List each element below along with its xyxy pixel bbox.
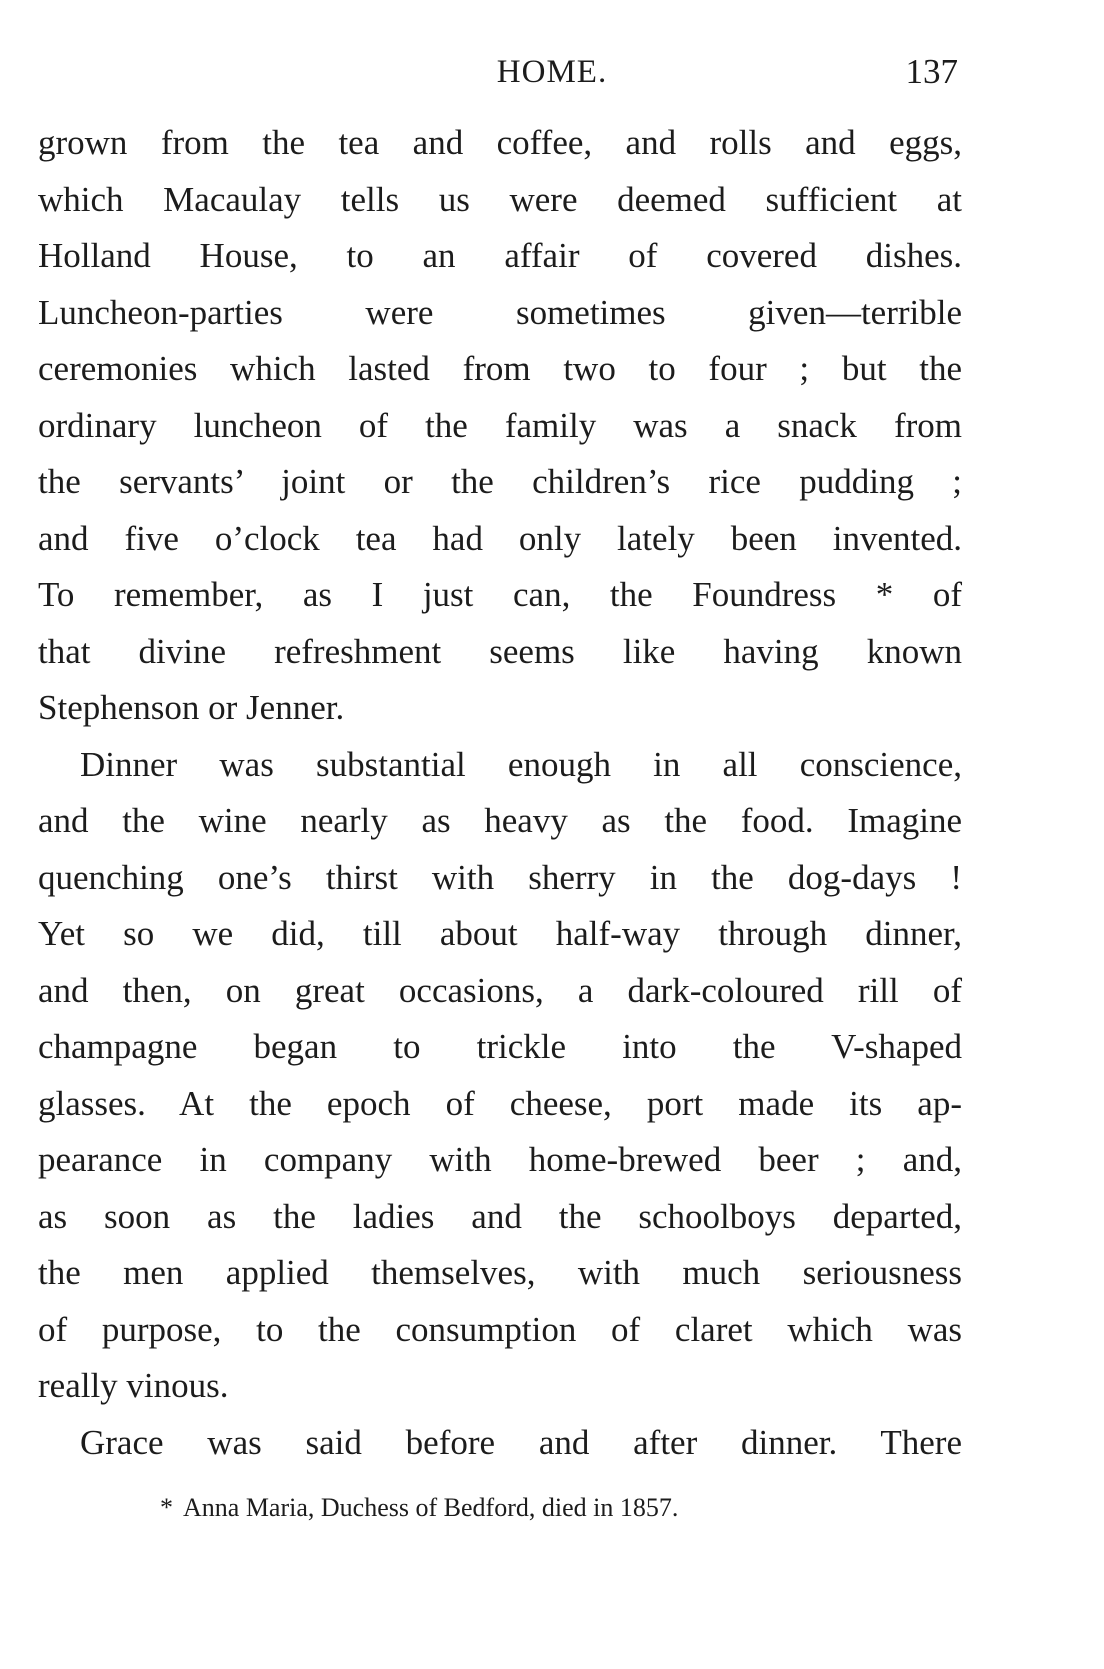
text-line: and then, on great occasions, a dark-coloured rill of: [38, 970, 962, 1010]
text-line: To remember, as I just can, the Foundress * of: [38, 575, 962, 614]
text-line: pearance in company with home-brewed beer ; and,: [38, 1140, 962, 1179]
text-line: that divine refreshment seems like having known: [38, 631, 962, 671]
running-head: [0, 52, 1104, 102]
footnote: [0, 1488, 1104, 1528]
footnote-text: Anna Maria, Duchess of Bedford, died in 1857.: [183, 1493, 679, 1522]
text-line: Yet so we did, till about half-way through dinner,: [38, 914, 962, 953]
text-line: the servants’ joint or the children’s rice pudding ;: [38, 462, 962, 501]
text-line: Holland House, to an affair of covered dishes.: [38, 236, 962, 275]
text-line: of purpose, to the consumption of claret which was: [38, 1309, 962, 1349]
text-line: grown from the tea and coffee, and rolls and eggs,: [38, 123, 962, 162]
text-line: Grace was said before and after dinner. There: [80, 1422, 962, 1462]
text-line: which Macaulay tells us were deemed sufficient at: [38, 179, 962, 219]
text-line: the men applied themselves, with much seriousness: [38, 1253, 962, 1292]
page-number: 137: [905, 52, 958, 91]
text-line: really vinous.: [38, 1366, 229, 1405]
text-line: ceremonies which lasted from two to four ; but the: [38, 349, 962, 388]
footnote-mark: *: [160, 1493, 173, 1522]
text-line: glasses. At the epoch of cheese, port made its ap-: [38, 1083, 962, 1123]
text-line: and the wine nearly as heavy as the food. Imagine: [38, 801, 962, 840]
text-line: Luncheon-parties were sometimes given—terrible: [38, 292, 962, 332]
text-line: Dinner was substantial enough in all conscience,: [80, 744, 962, 784]
text-line: and five o’clock tea had only lately been invented.: [38, 518, 962, 558]
body-text: [38, 115, 962, 1471]
text-line: ordinary luncheon of the family was a snack from: [38, 405, 962, 445]
text-line: as soon as the ladies and the schoolboys departed,: [38, 1196, 962, 1236]
text-line: champagne began to trickle into the V-shaped: [38, 1027, 962, 1066]
text-line: Stephenson or Jenner.: [38, 688, 345, 727]
running-title: HOME.: [496, 54, 608, 90]
text-line: quenching one’s thirst with sherry in the dog-days !: [38, 857, 962, 897]
